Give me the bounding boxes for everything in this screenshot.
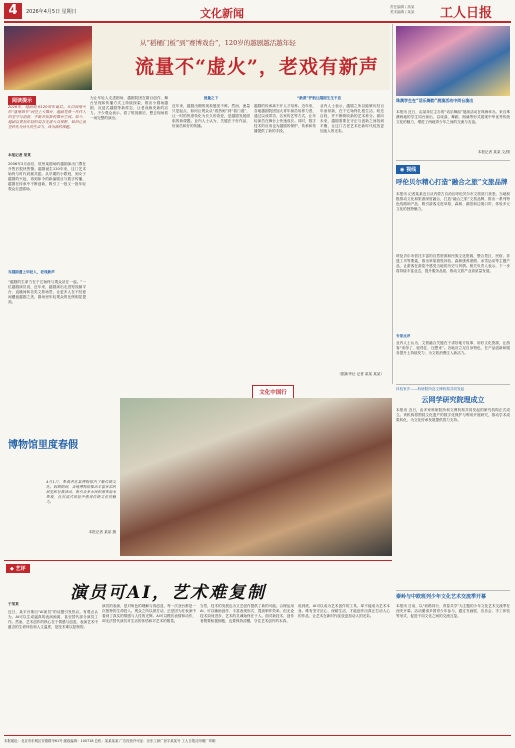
lead-body-3: 为让年轻人走进剧场，越剧院团在剧目创作、舞台呈现和传播方式上持续探索，推出小剧场越剧、沉浸式越剧等新样态，让老戏焕发新的活力。不少观众表示，看了短视频后，想去现场看一场完整的演出。 — [90, 96, 168, 120]
issue-date: 2026年4月5日 星期日 — [26, 9, 77, 15]
column-caption-2: 体验家乡——科研院所及文博机构共同发起 — [396, 387, 465, 391]
newspaper-logo: 工人日报 — [440, 6, 493, 21]
column-tag-label: 视线 — [406, 167, 417, 173]
diamond-icon: ◆ — [10, 566, 14, 572]
lead-headline: 流量不“虚火”，老戏有新声 — [135, 56, 379, 78]
lead-kicker: 从“稻桶门板”到“赛博戏台”，120岁的越剧越活越年轻 — [140, 39, 296, 47]
editor-credits: 责任编辑 / 高某 美术编辑 / 某某 — [390, 5, 415, 14]
lead-body-2: “越剧的生命力在于它始终与观众站在一起。”一位越剧演员说，近年来，越剧演出走进短视频平台、直播间和各类文旅场景，让更多人在不经意间邂逅越剧之美，剧场里年轻观众的比例明显提高。 — [8, 280, 86, 304]
lead-photo — [4, 26, 92, 90]
column-body-1: 本报讯 记者某某近日从内蒙古自治区呼伦贝尔市文旅部门获悉，当地积极推动文化和旅游深度融合，打造“融合之旅”文旅品牌，推出一系列特色线路和产品，吸引游客走进草原、森林、湖泊和边境口岸，体验多元文化的独特魅力。 — [396, 192, 510, 211]
column-tag — [396, 165, 420, 174]
reading-tip-tag: 阅读提示 — [8, 96, 36, 105]
lead-source: （据新华社 记者 某某 某某） — [337, 372, 384, 376]
column-body-2: 呼伦贝尔市依托丰富的自然资源和民族文化资源，整合景区、民宿、非遗工坊等要素，推出草原游牧体验、森林康养度假、冰雪运动等主题产品，让游客在游览中感受当地的历史与风情。相关负责人表示，下一步将持续丰富业态，提升服务品质，推动文旅产业高质量发展。 — [396, 254, 510, 273]
right-top-caption: 珠澳学生在“话乐舞韵”展演活动中同台演出 — [396, 98, 474, 103]
lead-subhead-2: 流量之下 — [203, 96, 219, 100]
lead-body-6: 业内人士表示，越剧之所以能够历经百年而常新，在于它始终扎根生活、贴近百姓，并不断吸收新的艺术养分。面向未来，越剧需要在守正与创新之间找到平衡，让这门古老艺术在新时代绽放更加迷人的光彩。 — [320, 104, 384, 133]
right-top-photo — [396, 26, 510, 96]
right-divider-2 — [396, 384, 510, 385]
comic-title: 博物馆里度春假 — [8, 440, 78, 451]
lead-byline: 本报记者 某某 — [8, 153, 31, 157]
art-body-1: 近日，某平台推出“AI演员”的话题引发热议。有观点认为，AI可以生成逼真的表演画面，甚至替代部分演员工作。然而，艺术创作的核心在于情感与创造，表演艺术中蕴含的生命体验和人文温度，是技术难以复制的。 — [8, 610, 98, 629]
right-divider-1 — [396, 160, 510, 161]
comic-body: 4月1日，参观者在某博物馆内了解传统文化。假期期间，各地博物馆推出丰富多彩的展览和社教活动，吸引众多市民和游客前来参观，在沉浸式体验中感受传统文化的魅力。 — [46, 480, 116, 504]
art-headline: 演员可AI，艺术难复制 — [70, 583, 267, 603]
column-body-3: 业内人士认为，文旅融合关键在于讲好地方故事、用好文化资源，让游客“来得了、留得住、还想来”。各地应立足自身特色，在产品创新和服务提升上持续发力，为文旅消费注入新活力。 — [396, 341, 510, 355]
column-title-3: 秦岭与中欧班列少年文化艺术交流季开幕 — [396, 594, 487, 600]
comic-byline: 本报记者 某某 摄 — [88, 530, 116, 534]
eye-icon: ◉ — [400, 167, 405, 173]
lead-subhead-1: 当越剧遇上年轻人，老戏新声 — [8, 270, 55, 274]
art-divider — [4, 560, 392, 561]
comic-caption: 文化中国行 — [259, 390, 287, 396]
page-number: 4 — [4, 3, 22, 19]
page-footer: 本报地址：北京市东城区安德路甲61号 邮政编码：100718 总机：某某某某 广告经营许可证：京东工商广登字某某号 工人日报社印刷厂印刷 — [4, 735, 511, 747]
art-body-4: 说到底，AI可以成为艺术创作的工具，却不能成为艺术本身。唯有坚守匠心、深耕生活，才能创作出真正打动人心的作品，让艺术在新时代绽放更加动人的光彩。 — [298, 604, 390, 618]
column-body-5: 本报讯 日前，以“丝路同行、青春共享”为主题的少年文化艺术交流季在西安开幕。活动邀请多国青少年参与，通过书画展、音乐会、手工体验等形式，促进不同文化之间的交流互鉴。 — [396, 604, 510, 618]
column-subhead: 专家点评 — [396, 334, 411, 338]
lead-body-4: 近年来，越剧出圈的现象屡见不鲜。然而，流量只是起点，如何让观众从“看热闹”到“看门道”，让一时的热度转化为长久的喜爱，是越剧发展面临的新课题。业内人士认为，关键在于好作品、好演员和好的传播。 — [172, 104, 250, 128]
art-byline: 于某某 — [8, 602, 19, 606]
art-body-2: 演员的表演，是对角色的理解与再创造，每一次登台都是一次独特的生命投入。观众之所以被打动，正是因为在表演中看到了真实的情感与人性的光辉。AI可以模仿表情和动作，却无法替代演员对生活的体悟和对艺术的敬畏。 — [102, 604, 196, 623]
art-body-3: 当然，技术的发展也为文艺创作提供了新的可能。合理运用AI，可以辅助创作、丰富表现形式、提高制作效率。但无论技术如何进步，艺术的灵魂始终在于人。面对新技术，创作者既要积极拥抱，也要保持清醒，守住艺术创作的本真。 — [200, 604, 294, 623]
section-title: 文化新闻 — [200, 7, 244, 20]
lead-subhead-3: “新质”护航让越剧生生不息 — [296, 96, 342, 100]
right-divider-3 — [396, 590, 510, 591]
column-body-4: 本报讯 近日，由多家科研院所和文博机构共同发起的研究机构正式成立。该机构将围绕文化遗产的数字化保护与利用开展研究，推动学术成果转化，为文化传承发展提供智力支持。 — [396, 408, 510, 422]
column-title: 呼伦贝尔精心打造“融合之旅”文旅品牌 — [396, 178, 508, 186]
comic-photo — [120, 398, 392, 556]
art-tag — [6, 564, 30, 573]
lead-body-5: 越剧的传承离不开人才培养。近年来，各地越剧院团加大青年演员培养力度，通过以戏带功、名家传艺等方式，让年轻演员在舞台上快速成长。同时，数字技术的应用也为越剧的保护、传承和传播提供了新的手段。 — [254, 104, 316, 133]
header-divider — [4, 21, 511, 23]
column-divider — [392, 24, 393, 384]
column-title-2: 云网学研究院理成立 — [421, 395, 485, 404]
lead-body-1: 2006年3月前后，杭州某剧场的越剧演出门票在开售后很快售罄。越剧诞生120年来，这门艺术始终与时代同频共振。从早期的小歌班，到女子越剧的兴起，再到如今的新编剧目与数字传播，越剧在传承中不断创新，吸引了一批又一批年轻观众走进剧场。 — [8, 162, 86, 191]
lead-intro: 2026年，越剧迎来120周年诞辰。从田间地头的“落地唱书”到登上大舞台，越剧凭借一代代人的坚守与创新，不断开拓新的舞台空间。如今，越剧以更加年轻的姿态走进大众视野，如何让流量转化为持久的生命力，成为新的课题。 — [8, 105, 86, 129]
right-top-body: 本报讯 近日，由某单位主办的“话乐舞韵”展演活动在珠海举办。来自珠澳两地的学生同台演出，以戏曲、舞蹈、朗诵等形式展现中华优秀传统文化的魅力，增进了两地青少年之间的交流与友谊。 — [396, 110, 510, 124]
art-tag-label: 艺评 — [15, 566, 26, 572]
right-top-byline: 本报记者 某某 文/图 — [477, 150, 510, 154]
